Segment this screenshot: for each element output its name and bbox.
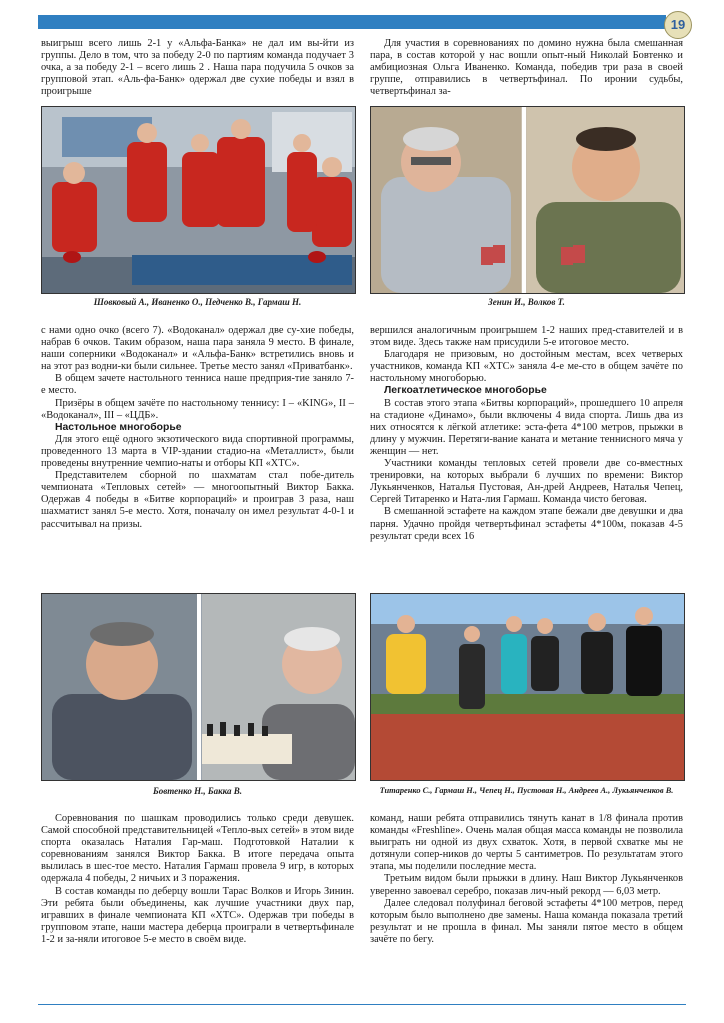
photo-athletics [370,593,685,781]
col2-top-text [370,38,683,98]
section-heading-tabletop: Настольное многоборье [55,421,182,433]
paragraph: выигрыш всего лишь 2-1 у «Альфа-Банка» не дал им вы-йти из группы. Дело в том, что за победу 2-0 по партиям команда подучает 3 очка, а за победу 2-1 – всего лишь 2 . Наша пара подучила 5 очков за групповой этап. «Аль-фа-Банк» одержал две сухие победы и взял в проигрыше [41,38,354,98]
col1-bottom-text [41,813,354,946]
photo-chess [41,593,356,781]
paragraph: Для этого ещё одного экзотического вида спортивной программы, проведенного 13 марта в VIP-здании стадио-на «Металлист», были проведены внутренние чемпио-наты и отборы КП «ХТС». [41,433,354,470]
paragraph: Участники команды тепловых сетей провели две со-вместных тренировки, на которых выбрали 6 лучших по времени: Виктор Лукьянченков, Наталья Пустовая, Ан-дрей Андреев, Наталья Чепец, Сергей Титаренко и Ната-лия Гармаш. Команда чисто беговая. [370,458,683,506]
dominoes-image [371,107,684,293]
paragraph: Для участия в соревнованиях по домино нужна была смешанная пара, в состав которой у нас вошли опыт-ный Николай Бовтенко и амбициозная Ольга Иваненко. Команда, победив три раза в своей группе, отправились в четвертьфинал. По иронии судьбы, четвертьфинал за- [370,38,683,98]
paragraph: вершился аналогичным проигрышем 1-2 наших пред-ставителей и в этом виде. Здесь также нам присудили 5-е итоговое место. [370,325,683,349]
paragraph: Далее следовал полуфинал беговой эстафеты 4*100 метров, перед которым было выполнено две замены. Наша команда показала третий результат и не прошла в финал. Мы заняли пятое место в общем зачёте по бегу. [370,897,683,945]
col1-top-text [41,38,354,98]
header-bar [38,15,666,29]
paragraph: Благодаря не призовым, но достойным местам, всех четверых участников, команда КП «ХТС» заняла 4-е ме-сто в общем зачёте по настольному многоборью. [370,349,683,385]
caption-athletics: Титаренко С., Гармаш Н., Чепец Н., Пустовая Н., Андреев А., Лукьянченков В. [379,786,674,795]
paragraph: с нами одно очко (всего 7). «Водоканал» одержал две су-хие победы, набрав 6 очков. Таким образом, наша пара заняла 9 место. В финале, наши соперники «Водоканал» и «Альфа-Банк» встретились вновь и на этот раз водни-ки были сильнее. Третье место занял «Приватбанк». [41,325,354,373]
paragraph: Третьим видом были прыжки в длину. Наш Виктор Лукьянченков уверенно завоевал серебро, показав лич-ный рекорд — 6,03 метр. [370,873,683,897]
paragraph: В смешанной эстафете на каждом этапе бежали две девушки и два парня. Удачно пройдя четвертьфинал эстафеты 4*100м, показав 4-5 результат среди всех 16 [370,506,683,542]
col2-bottom-text [370,813,683,946]
paragraph: Призёры в общем зачёте по настольному теннису: I – «KING», II – «Водоканал», III – «ЦДБ». [41,397,354,421]
caption-chess: Бовтенко Н., Бакка В. [153,786,242,796]
caption-dominoes: Зенин И., Волков Т. [488,297,565,307]
caption-table-tennis: Шовковый А., Иваненко О., Педченко В., Гармаш Н. [93,297,302,307]
footer-line [38,1004,686,1005]
paragraph: В общем зачете настольного тенниса наше предприя-тие заняло 7-е место. [41,373,354,397]
section-heading-athletics: Легкоатлетическое многоборье [384,385,547,397]
athletics-image [371,594,684,780]
paragraph: В состав этого этапа «Битвы корпораций», прошедшего 10 апреля на стадионе «Динамо», были включены 4 вида спорта. Лишь два из них относятся к лёгкой атлетике: эста-фета 4*100 метров, прыжки в длину у мужчин. Перетяги-вание каната и метание теннисного мяча у женщин — нет. [370,397,683,457]
paragraph: Соревнования по шашкам проводились только среди девушек. Самой способной представительницей «Тепло-вых сетей» в этом виде спорта оказалась Наталия Гар-маш. Подготовкой Наталии к соревнованиям занялся Виктор Бакка. В итоге передача опыта вылилась в шес-тое место. Наталия Гармаш провела 9 игр, в которых одержала 4 победы, 2 ничьих и 3 поражения. [41,813,354,885]
photo-dominoes [370,106,685,294]
paragraph: В состав команды по деберцу вошли Тарас Волков и Игорь Зинин. Эти ребята были объединены, как лучшие участники двух пар, игравших в финале чемпионата КП «ХТС». Одержав три победы в групповом этапе, наши мастера деберца проиграли в четвертьфинале 1-2 и за-няли итоговое 5-е место в своём виде. [41,885,354,945]
photo-table-tennis [41,106,356,294]
col1-middle-text [41,325,354,531]
paragraph: Представителем сборной по шахматам стал побе-дитель чемпионата «Тепловых сетей» — многоопытный Виктор Бакка. Одержав 4 победы в «Битве корпораций» и проиграв 3 раза, наш шахматист занял 5-е место. Хотя, поначалу он имел результат 4-0-1 и рассчитывал на призы. [41,470,354,530]
table-tennis-image [42,107,355,293]
page-number: 19 [664,11,692,39]
col2-middle-text [370,325,683,543]
paragraph: команд, наши ребята отправились тянуть канат в 1/8 финала против команды «Freshline». Очень малая общая масса команды не позволила выиграть ни одной из двух схваток. Хотя, в первой схватке мы не дотянули сопер-ников до черты 5 сантиметров. По результатам этого этапа, мы поделили последние места. [370,813,683,873]
chess-image [42,594,355,780]
